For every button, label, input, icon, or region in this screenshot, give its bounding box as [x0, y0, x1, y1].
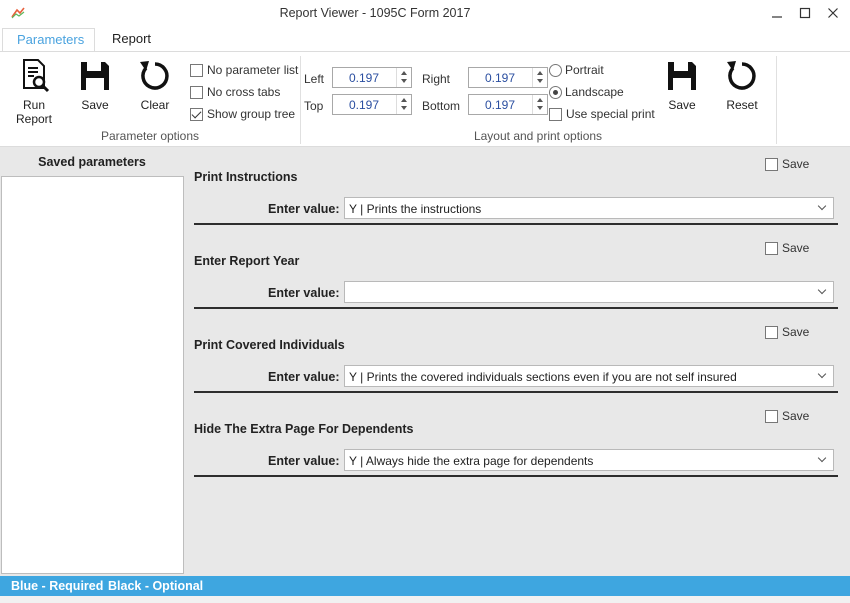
parameter-value-dropdown[interactable] [344, 197, 834, 219]
spin-up-icon [537, 71, 543, 75]
spinner-arrows[interactable] [396, 95, 411, 114]
parameter-title: Hide The Extra Page For Dependents [194, 422, 414, 436]
no-cross-tabs-checkbox[interactable] [190, 85, 280, 99]
saved-parameters-list[interactable] [1, 176, 184, 574]
chevron-down-icon [818, 286, 826, 294]
tab-parameters[interactable]: Parameters [2, 28, 95, 52]
parameter-value: Y | Always hide the extra page for dependents [349, 454, 594, 468]
parameter-save-label: Save [782, 325, 810, 339]
right-margin-value: 0.197 [484, 71, 516, 85]
chevron-down-icon [818, 454, 826, 462]
radio-dot-selected [549, 86, 562, 99]
minimize-button[interactable] [762, 0, 792, 26]
left-margin-label: Left [304, 72, 325, 86]
parameter-print-instructions [194, 152, 838, 232]
parameter-save-label: Save [782, 409, 810, 423]
ribbon-tabs [0, 28, 850, 52]
tab-report[interactable]: Report [112, 31, 152, 46]
use-special-print-label: Use special print [566, 107, 655, 121]
parameter-value-dropdown[interactable] [344, 449, 834, 471]
saved-parameters-title: Saved parameters [38, 155, 146, 169]
parameter-save-checkbox[interactable] [765, 241, 809, 255]
enter-value-label: Enter value: [268, 370, 340, 384]
top-margin-spinner[interactable] [332, 94, 412, 115]
top-margin-value: 0.197 [348, 98, 380, 112]
spin-up-icon [401, 71, 407, 75]
parameter-enter-report-year [194, 236, 838, 316]
no-parameter-list-checkbox[interactable] [190, 63, 298, 77]
checkbox-box [765, 410, 778, 423]
parameter-value-dropdown[interactable] [344, 365, 834, 387]
run-report-icon [16, 58, 52, 94]
chevron-down-icon [818, 370, 826, 378]
layout-options-group-label: Layout and print options [473, 129, 603, 143]
checkbox-box-checked [190, 108, 203, 121]
save-layout-button[interactable] [660, 58, 704, 112]
parameter-save-checkbox[interactable] [765, 157, 809, 171]
parameter-options-group-label: Parameter options [100, 129, 200, 143]
checkbox-box [190, 86, 203, 99]
save-icon [664, 58, 700, 94]
enter-value-label: Enter value: [268, 286, 340, 300]
window-bottom-edge [0, 596, 850, 603]
reset-button[interactable] [720, 58, 764, 112]
bottom-margin-value: 0.197 [484, 98, 516, 112]
parameter-save-checkbox[interactable] [765, 325, 809, 339]
right-margin-label: Right [422, 72, 451, 86]
legend-required: Blue - Required [11, 579, 104, 593]
clear-icon [137, 58, 173, 94]
save-icon [77, 58, 113, 94]
top-margin-label: Top [304, 99, 324, 113]
reset-label: Reset [726, 98, 758, 112]
parameter-divider [194, 307, 838, 309]
clear-button[interactable] [133, 58, 177, 112]
ribbon [0, 51, 850, 147]
save-label: Save [81, 98, 109, 112]
checkbox-box [765, 158, 778, 171]
landscape-radio[interactable] [549, 85, 624, 99]
run-report-label-line2: Report [15, 112, 53, 126]
parameter-divider [194, 223, 838, 225]
parameter-save-checkbox[interactable] [765, 409, 809, 423]
landscape-label: Landscape [565, 85, 624, 99]
maximize-icon [799, 7, 811, 19]
minimize-icon [771, 7, 783, 19]
window-title: Report Viewer - 1095C Form 2017 [279, 6, 471, 20]
spin-up-icon [537, 98, 543, 102]
save-parameters-button[interactable] [73, 58, 117, 112]
spinner-arrows[interactable] [396, 68, 411, 87]
run-report-button[interactable] [12, 58, 56, 126]
parameter-title: Print Instructions [194, 170, 298, 184]
portrait-radio[interactable] [549, 63, 604, 77]
save-layout-label: Save [668, 98, 696, 112]
bottom-margin-label: Bottom [422, 99, 461, 113]
reset-icon [724, 58, 760, 94]
checkbox-box [765, 242, 778, 255]
show-group-tree-checkbox[interactable] [190, 107, 295, 121]
use-special-print-checkbox[interactable] [549, 107, 655, 121]
left-margin-value: 0.197 [348, 71, 380, 85]
status-bar [0, 576, 850, 596]
checkbox-box [190, 64, 203, 77]
parameter-print-covered-individuals [194, 320, 838, 400]
show-group-tree-label: Show group tree [207, 107, 296, 121]
spinner-arrows[interactable] [532, 95, 547, 114]
spin-down-icon [537, 106, 543, 110]
spin-down-icon [537, 79, 543, 83]
run-report-label-line1: Run [22, 98, 45, 112]
parameter-title: Enter Report Year [194, 254, 300, 268]
parameter-value: Y | Prints the instructions [349, 202, 482, 216]
group-separator [776, 56, 777, 144]
parameter-title: Print Covered Individuals [194, 338, 345, 352]
close-button[interactable] [818, 0, 848, 26]
right-margin-spinner[interactable] [468, 67, 548, 88]
main-area [0, 147, 850, 576]
radio-dot [549, 64, 562, 77]
spinner-arrows[interactable] [532, 68, 547, 87]
no-cross-tabs-label: No cross tabs [207, 85, 281, 99]
parameter-save-label: Save [782, 157, 810, 171]
no-parameter-list-label: No parameter list [207, 63, 299, 77]
checkbox-box [765, 326, 778, 339]
bottom-margin-spinner[interactable] [468, 94, 548, 115]
parameter-divider [194, 391, 838, 393]
spin-down-icon [401, 79, 407, 83]
portrait-label: Portrait [565, 63, 604, 77]
maximize-button[interactable] [790, 0, 820, 26]
spin-up-icon [401, 98, 407, 102]
checkbox-box [549, 108, 562, 121]
chevron-down-icon [818, 202, 826, 210]
clear-label: Clear [140, 98, 170, 112]
legend-optional: Black - Optional [108, 579, 204, 593]
parameter-value-dropdown[interactable] [344, 281, 834, 303]
saved-parameters-panel [0, 147, 184, 576]
title-bar [0, 0, 850, 28]
close-icon [827, 7, 839, 19]
enter-value-label: Enter value: [268, 202, 340, 216]
group-separator [300, 56, 301, 144]
enter-value-label: Enter value: [268, 454, 340, 468]
parameter-save-label: Save [782, 241, 810, 255]
left-margin-spinner[interactable] [332, 67, 412, 88]
parameter-value: Y | Prints the covered individuals sections even if you are not self insured [349, 370, 737, 384]
spin-down-icon [401, 106, 407, 110]
parameter-hide-extra-page [194, 404, 838, 484]
parameter-divider [194, 475, 838, 477]
